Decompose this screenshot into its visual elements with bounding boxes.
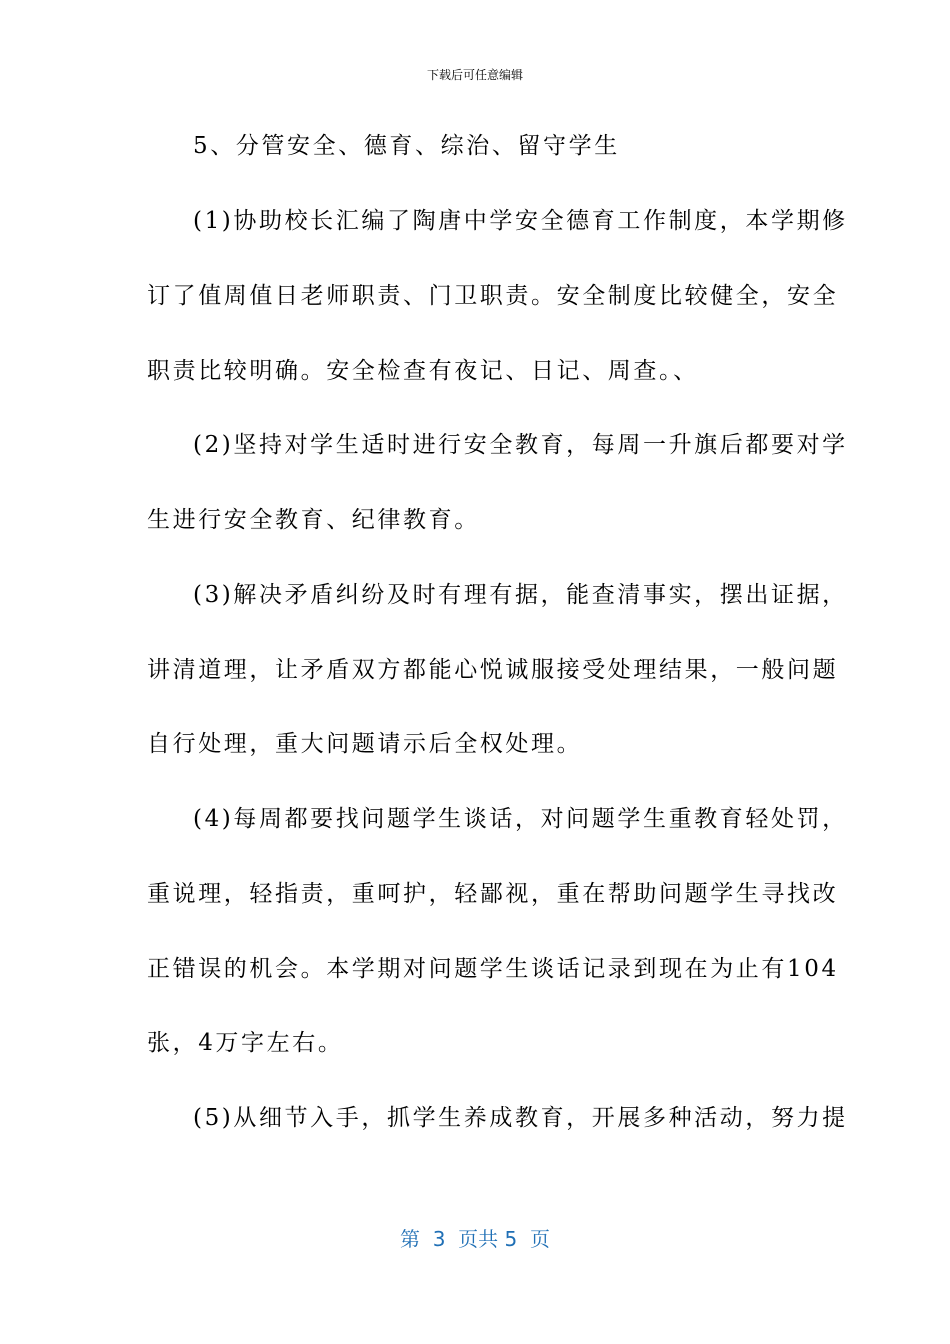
paragraph-line: 张，4万字左右。 bbox=[147, 1030, 344, 1056]
paragraph-line: 生进行安全教育、纪律教育。 bbox=[147, 507, 480, 533]
section-heading: 5、分管安全、德育、综治、留守学生 bbox=[193, 133, 620, 159]
paragraph-line: (2)坚持对学生适时进行安全教育，每周一升旗后都要对学 bbox=[193, 432, 848, 458]
header-note: 下载后可任意编辑 bbox=[426, 68, 523, 82]
paragraph-line: 重说理，轻指责，重呵护，轻鄙视，重在帮助问题学生寻找改 bbox=[147, 881, 839, 907]
paragraph-line: 职责比较明确。安全检查有夜记、日记、周查。、 bbox=[147, 358, 699, 384]
paragraph-line: 自行处理，重大问题请示后全权处理。 bbox=[147, 731, 583, 757]
paragraph-line: (1)协助校长汇编了陶唐中学安全德育工作制度，本学期修 bbox=[193, 208, 848, 234]
paragraph-line: (4)每周都要找问题学生谈话，对问题学生重教育轻处罚， bbox=[193, 806, 848, 832]
paragraph-line: 订了值周值日老师职责、门卫职责。安全制度比较健全，安全 bbox=[147, 283, 839, 309]
page-number-footer: 第 3 页共 5 页 bbox=[400, 1227, 550, 1251]
paragraph-line: 讲清道理，让矛盾双方都能心悦诚服接受处理结果，一般问题 bbox=[147, 657, 839, 683]
paragraph-line: 正错误的机会。本学期对问题学生谈话记录到现在为止有104 bbox=[147, 956, 839, 982]
paragraph-line: (3)解决矛盾纠纷及时有理有据，能查清事实，摆出证据， bbox=[193, 582, 848, 608]
paragraph-line: (5)从细节入手，抓学生养成教育，开展多种活动，努力提 bbox=[193, 1105, 848, 1131]
